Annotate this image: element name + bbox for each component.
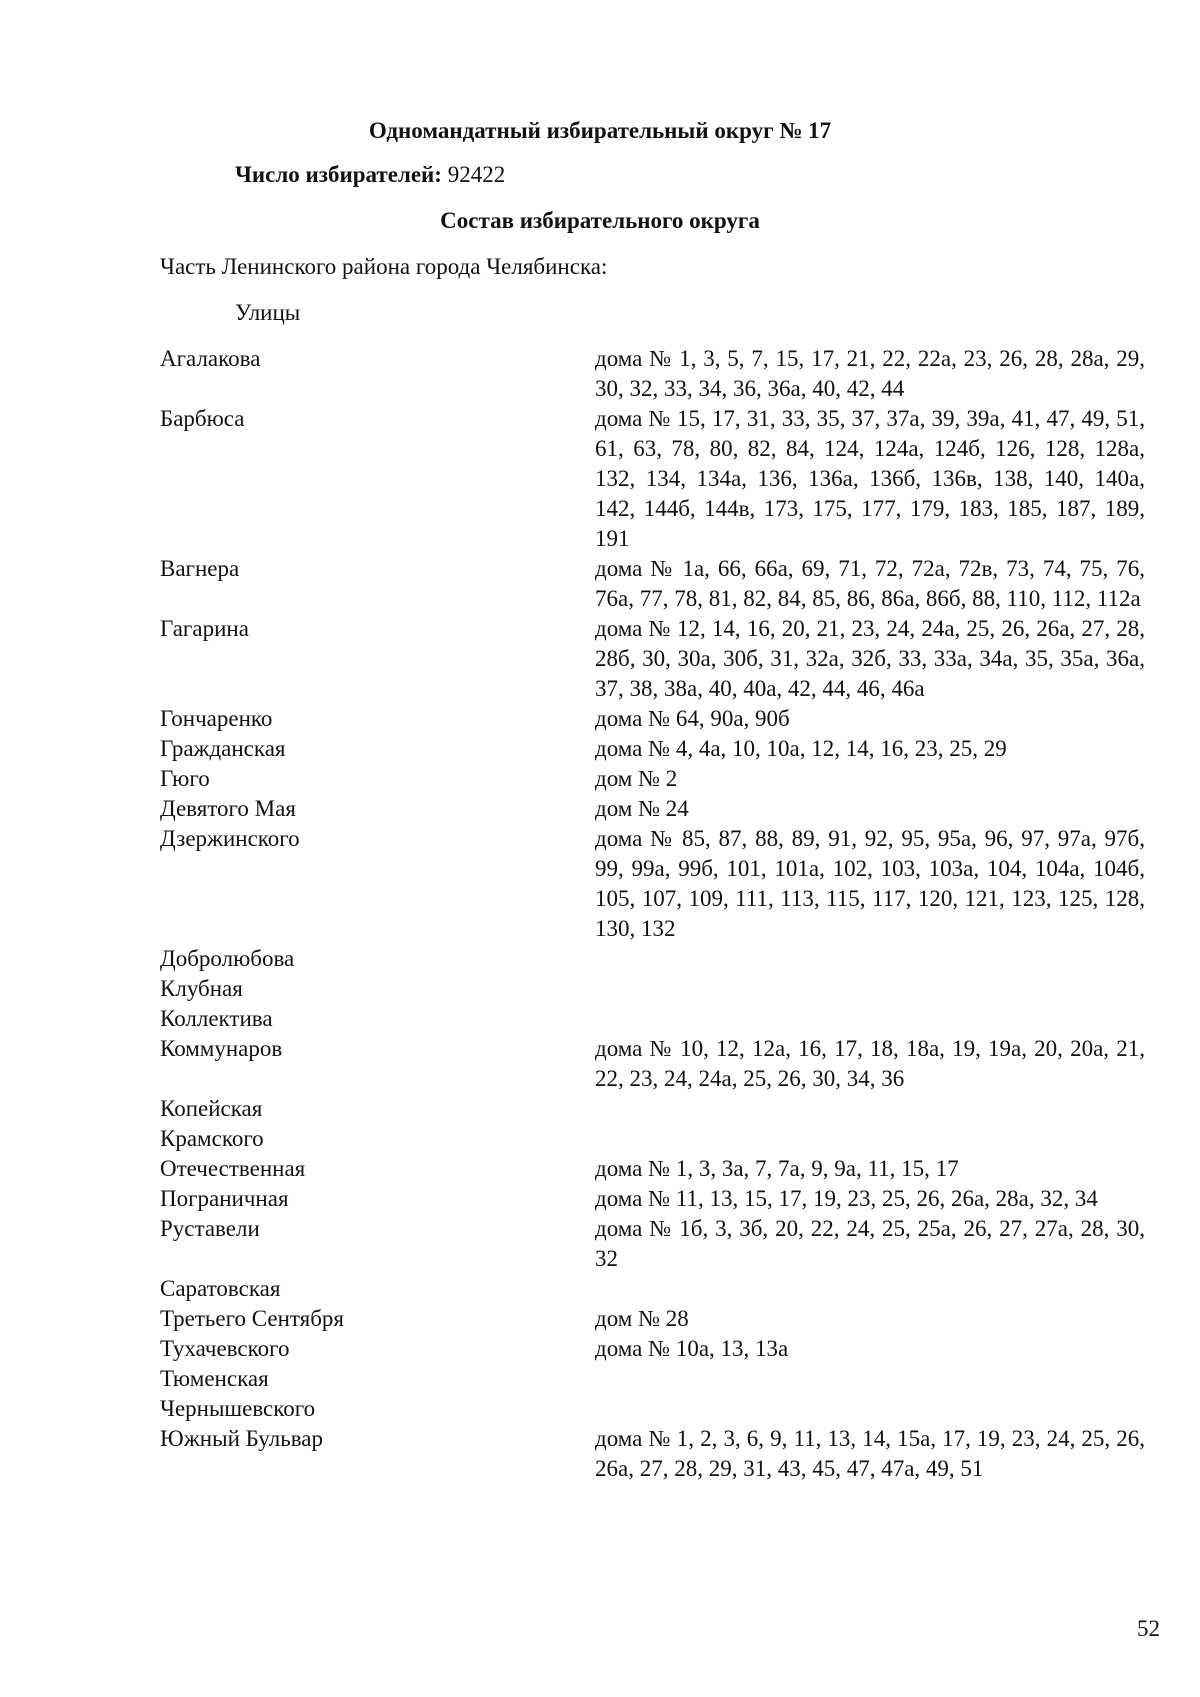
street-houses: дома № 4, 4а, 10, 10а, 12, 14, 16, 23, 25, 29 [595, 736, 1007, 761]
street-name: Крамского [160, 1126, 264, 1151]
street-name: Отечественная [160, 1156, 306, 1181]
street-houses [595, 1004, 1145, 1034]
street-row [160, 1154, 1160, 1184]
street-houses: дом № 28 [595, 1306, 689, 1331]
street-houses [595, 944, 1145, 974]
street-row [160, 1124, 1160, 1154]
street-row [160, 794, 1160, 824]
street-houses: дома № 15, 17, 31, 33, 35, 37, 37а, 39, 39а, 41, 47, 49, 51, 61, 63, 78, 80, 82, 84, 124, 124а, 124б, 126, 128, 128а, 132, 134, 134а, 136, 136а, 136б, 136в, 138, 140, 140а, 142, 144б, 144в, 173, 175, 177, 179, 183, 185, 187, 189, 191 [595, 406, 1145, 551]
street-name: Южный Бульвар [160, 1426, 323, 1451]
street-row [160, 1004, 1160, 1034]
street-row [160, 704, 1160, 734]
street-houses: дом № 24 [595, 796, 689, 821]
street-name: Гражданская [160, 736, 286, 761]
voters-label: Число избирателей: [235, 162, 442, 187]
street-name: Чернышевского [160, 1396, 316, 1421]
street-name: Коллектива [160, 1006, 273, 1031]
street-houses [595, 1274, 1145, 1304]
street-row [160, 1394, 1160, 1424]
page-title: Одномандатный избирательный округ № 17 [368, 118, 832, 143]
street-row [160, 1274, 1160, 1304]
street-row [160, 1364, 1160, 1394]
street-name: Тухачевского [160, 1336, 290, 1361]
street-name: Барбюса [160, 406, 245, 431]
street-name: Коммунаров [160, 1036, 283, 1061]
street-name: Руставели [160, 1216, 260, 1241]
street-row [160, 554, 1160, 614]
street-name: Гончаренко [160, 706, 273, 731]
street-name: Клубная [160, 976, 243, 1001]
street-houses: дома № 1б, 3, 3б, 20, 22, 24, 25, 25а, 26, 27, 27а, 28, 30, 32 [595, 1216, 1145, 1271]
street-name: Саратовская [160, 1276, 281, 1301]
street-row [160, 614, 1160, 704]
street-houses: дома № 1, 2, 3, 6, 9, 11, 13, 14, 15а, 17, 19, 23, 24, 25, 26, 26а, 27, 28, 29, 31, 43, 45, 47, 47а, 49, 51 [595, 1426, 1145, 1481]
street-houses [595, 1394, 1145, 1424]
street-row [160, 974, 1160, 1004]
street-list [160, 344, 1160, 1484]
street-houses: дома № 1, 3, 3а, 7, 7а, 9, 9а, 11, 15, 17 [595, 1156, 959, 1181]
street-row [160, 1334, 1160, 1364]
street-name: Агалакова [160, 346, 261, 371]
street-row [160, 1304, 1160, 1334]
street-row [160, 764, 1160, 794]
street-houses: дома № 64, 90а, 90б [595, 706, 790, 731]
voters-value: 92422 [447, 162, 506, 187]
street-houses [595, 1364, 1145, 1394]
street-name: Дзержинского [160, 826, 300, 851]
street-row [160, 1214, 1160, 1274]
street-name: Копейская [160, 1096, 263, 1121]
street-houses: дома № 1, 3, 5, 7, 15, 17, 21, 22, 22а, 23, 26, 28, 28а, 29, 30, 32, 33, 34, 36, 36а, 40, 42, 44 [595, 346, 1145, 401]
street-houses [595, 1124, 1145, 1154]
section-subtitle: Состав избирательного округа [440, 208, 760, 233]
page-number: 52 [1137, 1616, 1160, 1641]
street-houses: дома № 85, 87, 88, 89, 91, 92, 95, 95а, 96, 97, 97а, 97б, 99, 99а, 99б, 101, 101а, 102, 103, 103а, 104, 104а, 104б, 105, 107, 109, 111, 113, 115, 117, 120, 121, 123, 125, 128, 130, 132 [595, 826, 1145, 941]
street-name: Третьего Сентября [160, 1306, 344, 1331]
street-row [160, 944, 1160, 974]
street-houses: дома № 12, 14, 16, 20, 21, 23, 24, 24а, 25, 26, 26а, 27, 28, 28б, 30, 30а, 30б, 31, 32а, 32б, 33, 33а, 34а, 35, 35а, 36а, 37, 38, 38а, 40, 40а, 42, 44, 46, 46а [595, 616, 1145, 701]
street-houses: дом № 2 [595, 766, 678, 791]
street-houses [595, 1094, 1145, 1124]
street-name: Гюго [160, 766, 210, 791]
street-name: Девятого Мая [160, 796, 296, 821]
street-name: Вагнера [160, 556, 240, 581]
street-name: Гагарина [160, 616, 249, 641]
street-row [160, 1094, 1160, 1124]
street-name: Пограничная [160, 1186, 289, 1211]
voters-count [235, 160, 505, 190]
district-text: Часть Ленинского района города Челябинска: [160, 254, 608, 279]
street-row [160, 344, 1160, 404]
street-name: Тюменская [160, 1366, 269, 1391]
street-houses: дома № 11, 13, 15, 17, 19, 23, 25, 26, 26а, 28а, 32, 34 [595, 1186, 1098, 1211]
street-row [160, 1184, 1160, 1214]
street-row [160, 1034, 1160, 1094]
street-row [160, 1424, 1160, 1484]
street-houses: дома № 10, 12, 12а, 16, 17, 18, 18а, 19, 19а, 20, 20а, 21, 22, 23, 24, 24а, 25, 26, 30, 34, 36 [595, 1036, 1145, 1091]
street-row [160, 404, 1160, 554]
street-row [160, 734, 1160, 764]
streets-heading: Улицы [235, 300, 301, 325]
street-name: Добролюбова [160, 946, 295, 971]
street-houses [595, 974, 1145, 1004]
street-houses: дома № 10а, 13, 13а [595, 1336, 789, 1361]
street-row [160, 824, 1160, 944]
street-houses: дома № 1а, 66, 66а, 69, 71, 72, 72а, 72в, 73, 74, 75, 76, 76а, 77, 78, 81, 82, 84, 85, 86, 86а, 86б, 88, 110, 112, 112а [595, 556, 1145, 611]
